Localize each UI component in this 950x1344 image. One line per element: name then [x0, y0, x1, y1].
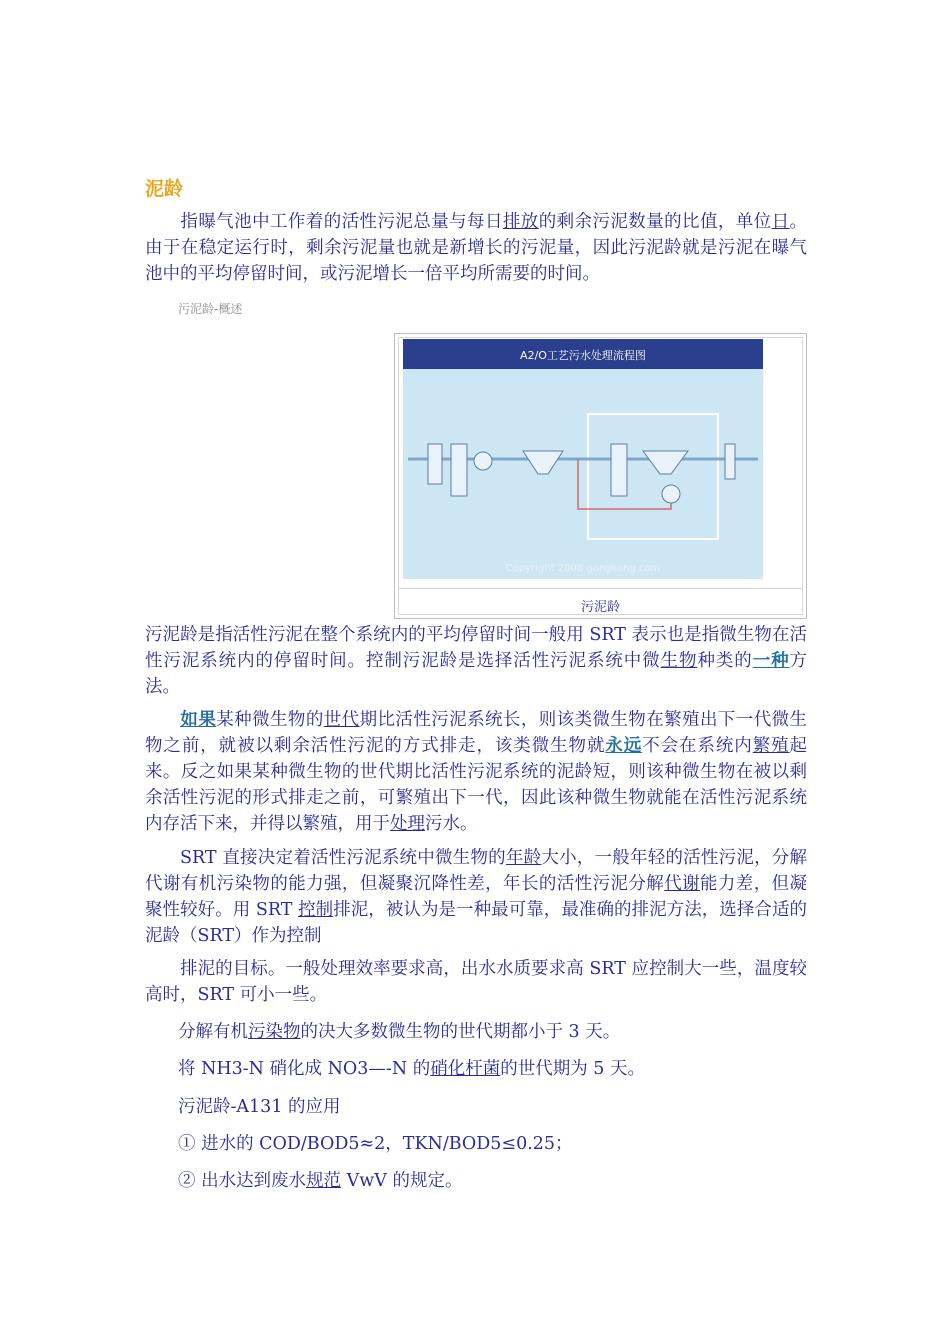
tank-3 — [611, 444, 627, 496]
link-wuranwu[interactable]: 污染物 — [248, 1022, 301, 1042]
l1-text-1: 分解有机 — [178, 1022, 248, 1042]
link-shidai[interactable]: 世代 — [323, 710, 360, 730]
p3-text-3: 不会在系统内 — [642, 736, 753, 756]
paragraph-4 — [145, 845, 807, 949]
link-ruguo[interactable]: 如果 — [180, 710, 217, 730]
l2-text-2: 的世代期为 5 天。 — [500, 1059, 645, 1079]
line-1 — [178, 1018, 620, 1043]
l5-text-2: VwV 的规定。 — [341, 1171, 463, 1191]
line-2 — [178, 1055, 645, 1080]
paragraph-3 — [145, 707, 807, 837]
link-nianling[interactable]: 年龄 — [505, 848, 542, 868]
p4-text-2: 大小，一般年轻的活性污泥，分解代谢有机污染物的能力强，但凝聚沉降性差，年长的活性污泥分解 — [145, 848, 808, 894]
p3-text-2: 期比活性污泥系统长，则该类微生物在繁殖出下一代微生物之前，就被以剩余活性污泥的方式排走，该类微生物就 — [145, 710, 808, 756]
p2-text-1: 污泥龄是指活性污泥在整个系统内的平均停留时间一般用 SRT 表示也是指微生物在活性污泥系统内的停留时间。控制污泥龄是选择活性污泥系统中微 — [145, 625, 807, 671]
figure-frame — [394, 333, 807, 619]
intro-text-2: 的剩余污泥数量的比值，单位 — [538, 212, 772, 232]
line-3: 污泥龄-A131 的应用 — [178, 1097, 341, 1117]
link-yizhong[interactable]: 一种 — [752, 651, 790, 671]
p2-text-2: 种类的 — [697, 651, 753, 671]
line-4: ① 进水的 COD/BOD5≈2，TKN/BOD5≤0.25； — [178, 1134, 573, 1154]
tank-2 — [451, 444, 467, 496]
l2-text-1: 将 NH3-N 硝化成 NO3—-N 的 — [178, 1059, 431, 1079]
link-ri[interactable]: 日 — [771, 212, 790, 232]
intro-paragraph — [145, 209, 807, 287]
link-kongzhi[interactable]: 控制 — [298, 900, 334, 920]
pump-2 — [662, 485, 680, 503]
link-chuli[interactable]: 处理 — [390, 814, 425, 834]
p3-text-5: 污水。 — [425, 814, 478, 834]
link-guifan[interactable]: 规范 — [306, 1171, 342, 1191]
line-5 — [178, 1167, 462, 1192]
paragraph-2 — [145, 622, 807, 700]
caption-separator — [398, 588, 803, 589]
p4-text-1: SRT 直接决定着活性污泥系统中微生物的 — [180, 848, 506, 868]
link-paifang[interactable]: 排放 — [502, 212, 539, 232]
overview-label: 污泥龄-概述 — [178, 302, 243, 316]
p3-text-1: 某种微生物的 — [216, 710, 324, 730]
intro-text-3: 。由于在稳定运行时，剩余污泥量也就是新增长的污泥量，因此污泥龄就是污泥在曝气池中的平均停留时间，或污泥增长一倍平均所需要的时间。 — [145, 212, 808, 284]
diagram-header-text: A2/O工艺污水处理流程图 — [520, 349, 646, 362]
link-fanzhi[interactable]: 繁殖 — [752, 736, 790, 756]
pump-1 — [474, 452, 492, 470]
intro-text-1: 指曝气池中工作着的活性污泥总量与每日 — [180, 212, 503, 232]
p3-text-4: 起来。反之如果某种微生物的世代期比活性污泥系统的泥龄短，则该种微生物在被以剩余活性污泥的形式排走之前，可繁殖出下一代，因此该种微生物就能在活性污泥系统内存活下来，并得以繁殖，用于 — [145, 736, 808, 834]
tank-1 — [428, 444, 442, 484]
p4-text-4: 排泥，被认为是一种最可靠，最准确的排泥方法，选择合适的泥龄（SRT）作为控制 — [145, 900, 808, 946]
p5-text: 排泥的目标。一般处理效率要求高，出水水质要求高 SRT 应控制大一些，温度较高时，SRT 可小一些。 — [145, 959, 807, 1005]
process-diagram-svg — [403, 339, 763, 579]
figure-caption: 污泥龄 — [580, 600, 620, 615]
process-diagram-image — [403, 339, 763, 579]
diagram-watermark: Copyright 2008 gongkong.com — [505, 563, 661, 574]
link-xiaohua[interactable]: 硝化杆菌 — [430, 1059, 501, 1079]
paragraph-5 — [145, 956, 807, 1008]
section-title: 泥龄 — [145, 178, 184, 200]
p4-text-3: 能力差，但凝聚性较好。用 SRT — [145, 874, 808, 920]
l5-text-1: ② 出水达到废水 — [178, 1171, 307, 1191]
p2-text-3: 方法。 — [145, 651, 808, 697]
link-shengwu[interactable]: 生物 — [660, 651, 698, 671]
link-daixie[interactable]: 代谢 — [664, 874, 700, 894]
l1-text-2: 的决大多数微生物的世代期都小于 3 天。 — [300, 1022, 621, 1042]
tank-4 — [725, 444, 735, 479]
link-yongyuan[interactable]: 永远 — [605, 736, 643, 756]
